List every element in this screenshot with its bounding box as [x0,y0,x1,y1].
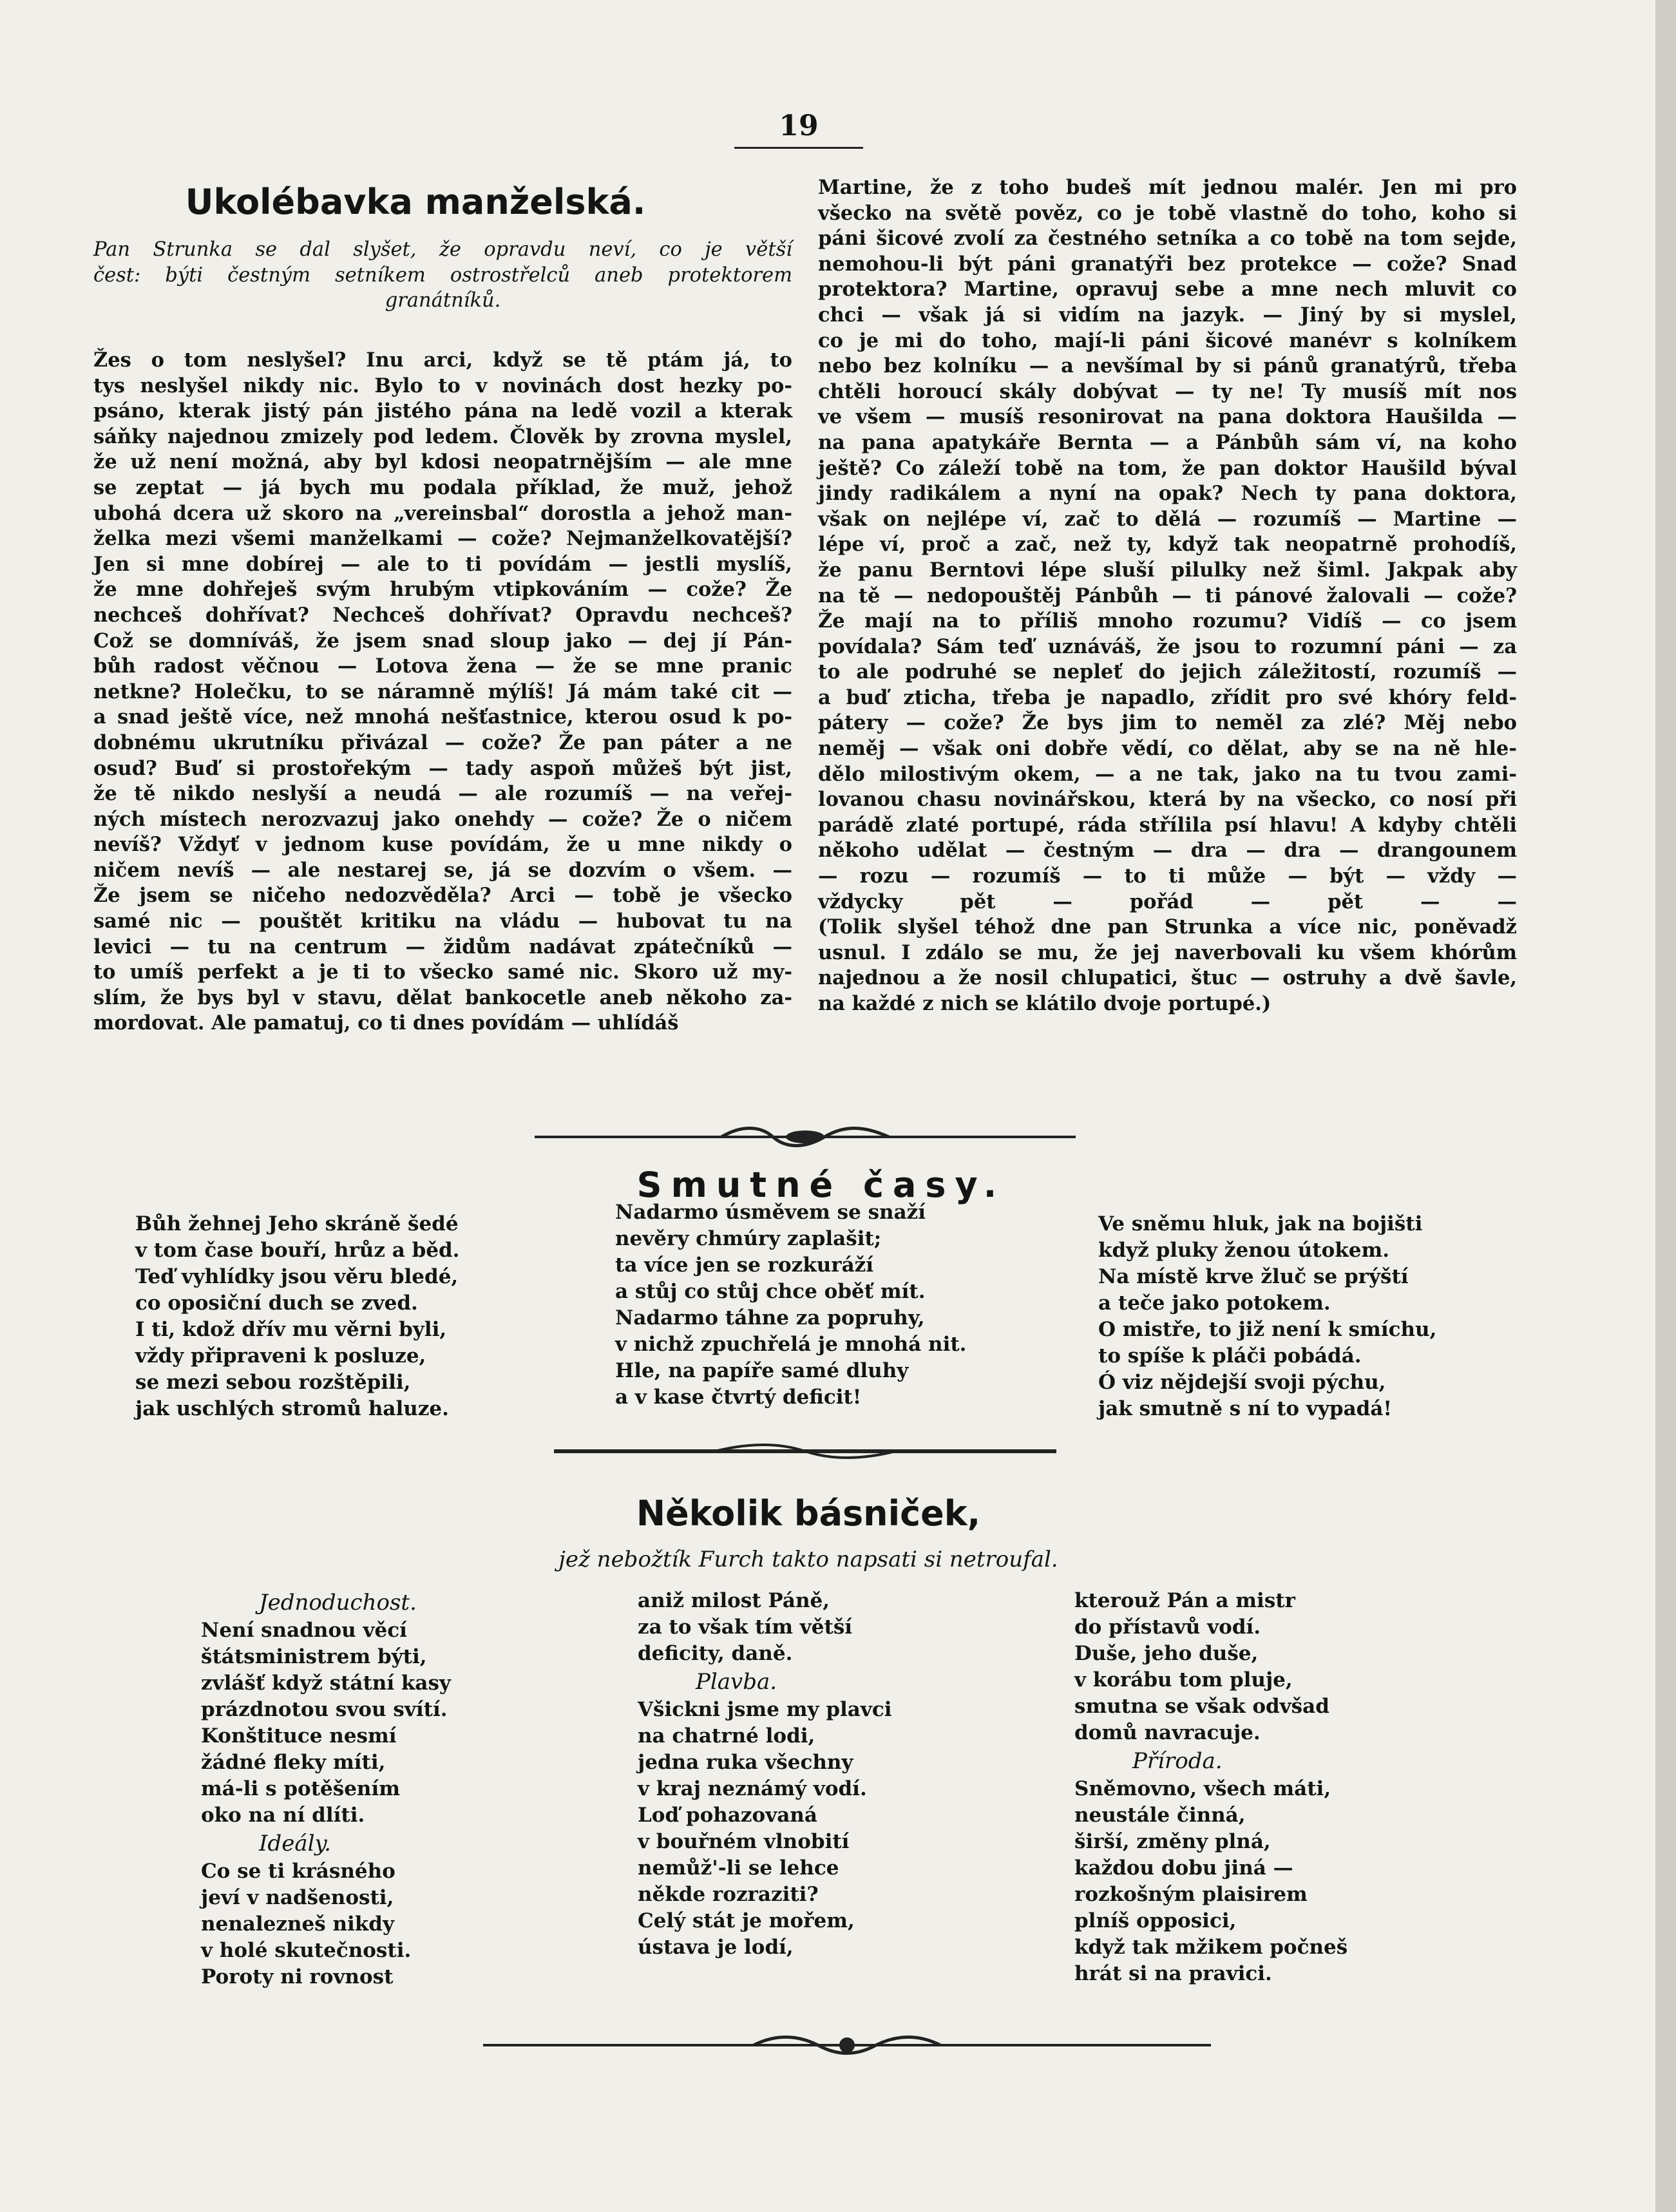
text-line: tys neslyšel nikdy nic. Bylo to v novinách dost hezky po- [93,374,792,397]
article-left-column [93,348,792,1036]
text-line: pátery — cože? Že bys jim to neměl za zlé? Měj nebo [818,711,1517,735]
text-line: Jen si mne dobírej — ale to ti povídám — jestli myslíš, [93,552,792,576]
poem-line: když pluky ženou útokem. [1098,1239,1390,1262]
text-line: lépe ví, proč a zač, než ty, když tak neopatrně prohodíš, [818,533,1517,557]
poem-line: plníš opposici, [1074,1909,1237,1932]
poem-line: Všickni jsme my plavci [638,1698,892,1721]
text-line: na tě — nedopouštěj Pánbůh — ti pánové žalovali — cože? [818,584,1517,607]
text-line: netkne? Holečku, to se náramně mýlíš! Já mám také cit — [93,680,792,703]
poem-title: Ideály. [259,1831,331,1856]
poem-line: zvlášť když státní kasy [201,1672,451,1695]
poem-line: nemůž'-li se lehce [638,1856,839,1880]
article-title-nekolik-basnicek: Několik básniček, [636,1493,981,1534]
text-line: protektora? Martine, opravuj sebe a mne nech mluvit co [818,278,1517,301]
poem-line: ústava je lodí, [638,1936,794,1959]
text-line: nechceš dohřívat? Nechceš dohřívat? Opravdu nechceš? [93,603,792,627]
text-line: osud? Buď si prostořekým — tady aspoň můžeš být jist, [93,756,792,780]
text-line: jindy radikálem a nyní na opak? Nech ty pana doktora, [818,482,1517,506]
text-line: psáno, kterak jistý pán jistého pána na ledě vozil a kterak [93,399,792,423]
poem-line: v holé skutečnosti. [201,1939,412,1962]
text-line: sáňky najednou zmizely pod ledem. Člověk by zrovna myslel, [93,424,792,448]
text-line: a buď zticha, třeba je napadlo, zřídit pro své khóry feld- [818,685,1517,709]
article-right-column [818,175,1517,1017]
poem-title: Plavba. [696,1669,777,1695]
poem-stanza-1 [135,1211,459,1422]
text-line: želka mezi všemi manželkami — cože? Nejmanželkovatější? [93,527,792,551]
poem-line: jedna ruka všechny [638,1751,853,1774]
poem-line: co oposiční duch se zved. [135,1292,418,1315]
poem-line: a v kase čtvrtý deficit! [615,1386,862,1409]
poem-line: v korábu tom pluje, [1074,1668,1293,1692]
poems-column-3 [1074,1588,1347,1987]
text-line: a snad ještě více, než mnohá nešťastnice, kterou osud k po- [93,705,792,729]
text-line: (Tolik slyšel téhož dne pan Strunka a více nic, poněvadž [818,915,1517,939]
poem-line: nevěry chmúry zaplašit; [615,1227,882,1250]
poem-line: Není snadnou věcí [201,1619,407,1642]
poems-column-2 [638,1588,892,1961]
poem-line: deficity, daně. [638,1642,793,1665]
poem-line: aniž milost Páně, [638,1589,830,1612]
poem-line: a teče jako potokem. [1098,1292,1331,1315]
poem-line: Bůh žehnej Jeho skráně šedé [135,1212,459,1235]
poem-stanza-3 [1098,1211,1436,1422]
poem-line: prázdnotou svou svítí. [201,1698,448,1721]
poems-column-1 [201,1588,451,1990]
text-line: ještě? Co záleží tobě na tom, že pan doktor Haušild býval [818,456,1517,480]
text-line: bůh radost věčnou — Lotova žena — že se mne pranic [93,654,792,678]
ornament-divider [483,2029,1211,2061]
text-line: Což se domníváš, že jsem snad sloup jako — dej jí Pán- [93,629,792,653]
text-line: páni šicové zvolí za čestného setníka a co tobě na tom sejde, [818,227,1517,251]
text-line: dobnému ukrutníku přivázal — cože? Že pan páter a ne [93,730,792,754]
page-number: 19 [779,110,819,142]
text-line: nevíš? Vždyť v jednom kuse povídám, že u mne nikdy o [93,833,792,857]
text-line: parádě zlaté portupé, ráda střílila psí hlavu! A kdyby chtěli [818,813,1517,837]
poem-line: má-li s potěšením [201,1777,401,1800]
poem-line: Nadarmo úsměvem se snaží [615,1201,926,1224]
text-line: všecko na světě pověz, co je tobě vlastně do toho, koho si [818,201,1517,225]
text-line: dělo milostivým okem, — a ne tak, jako na tu tvou zami- [818,762,1517,786]
text-line: to ale podruhé se nepleť do jejich záležitostí, rozumíš — [818,660,1517,684]
text-line: že mne dohřeješ svým hrubým vtipkováním — cože? Že [93,578,792,602]
text-line: levici — tu na centrum — židům nadávat zpátečníků — [93,935,792,958]
poem-line: kterouž Pán a mistr [1074,1589,1295,1612]
poem-title: Příroda. [1132,1748,1223,1774]
poem-line: širší, změny plná, [1074,1830,1271,1853]
poem-line: v tom čase bouří, hrůz a běd. [135,1239,460,1262]
poem-line: oko na ní dlíti. [201,1804,365,1827]
intro-line: čest: býti čestným setníkem ostrostřelců aneb protektorem [93,263,792,287]
text-line: lovanou chasu novinářskou, která by na všecko, co nosí při [818,788,1517,812]
poem-line: v nichž zpuchřelá je mnohá nit. [615,1333,967,1356]
poem-line: Co se ti krásného [201,1860,395,1883]
text-line: neměj — však oni dobře vědí, co dělat, aby se na ně hle- [818,737,1517,761]
poem-line: na chatrné lodi, [638,1724,815,1748]
text-line: Že mají na to příliš mnoho rozumu? Vidíš — co jsem [818,609,1517,633]
poem-line: vždy připraveni k posluze, [135,1344,426,1368]
poem-line: štátsministrem býti, [201,1645,427,1668]
article-subtitle: jež nebožtík Furch takto napsati si netroufal. [558,1547,1058,1572]
poem-line: Loď pohazovaná [638,1804,817,1827]
poem-line: Hle, na papíře samé dluhy [615,1359,909,1382]
poem-line: jeví v nadšenosti, [201,1886,394,1909]
poem-line: jak uschlých stromů haluze. [135,1397,449,1420]
text-line: Žes o tom neslyšel? Inu arci, když se tě ptám já, to [93,348,792,372]
text-line: že panu Berntovi lépe sluší pilulky než šiml. Jakpak aby [818,558,1517,582]
text-line: na každé z nich se klátilo dvoje portupé.) [818,992,1271,1015]
poem-line: žádné fleky míti, [201,1751,386,1774]
poem-line: za to však tím větší [638,1616,853,1639]
poem-line: smutna se však odvšad [1074,1695,1329,1718]
poem-line: v bouřném vlnobití [638,1830,850,1853]
text-line: mordovat. Ale pamatuj, co ti dnes povídám — uhlídáš [93,1011,679,1035]
poem-line: Teď vyhlídky jsou věru bledé, [135,1265,459,1288]
ornament-divider [554,1442,1056,1461]
text-line: ubohá dcera už skoro na „vereinsbal“ dorostla a jehož man- [93,501,792,525]
poem-line: I ti, kdož dřív mu věrni byli, [135,1318,447,1341]
poem-title: Jednoduchost. [259,1590,417,1616]
intro-line: Pan Strunka se dal slyšet, že opravdu neví, co je větší [93,238,792,261]
text-line: co je mi do toho, mají-li páni šicové manévr s kolníkem [818,329,1517,352]
poem-line: hrát si na pravici. [1074,1962,1272,1985]
text-line: chtěli horoucí skály dobývat — ty ne! Ty musíš mít nos [818,379,1517,403]
poem-line: Ve sněmu hluk, jak na bojišti [1098,1212,1423,1235]
poem-line: neustále činná, [1074,1804,1246,1827]
ornament-divider [528,1124,1082,1150]
text-line: povídala? Sám teď uznáváš, že jsou to rozumní páni — za [818,634,1517,658]
text-line: že tě nikdo neslyší a neudá — ale rozumíš — na veřej- [93,782,792,806]
poem-line: Nadarmo táhne za popruhy, [615,1306,925,1330]
poem-line: nenalezneš nikdy [201,1912,394,1936]
text-line: Martine, že z toho budeš mít jednou malér. Jen mi pro [818,176,1517,199]
page-edge [1655,0,1676,2212]
poem-line: se mezi sebou rozštěpili, [135,1371,411,1394]
text-line: se zeptat — já bych mu podala příklad, že muž, jehož [93,475,792,499]
poem-line: O mistře, to již není k smíchu, [1098,1318,1437,1341]
text-line: ve všem — musíš resonirovat na pana doktora Haušilda — [818,405,1517,429]
text-line: samé nic — pouštět kritiku na vládu — hubovat tu na [93,910,792,933]
poem-line: Konštituce nesmí [201,1724,397,1748]
poem-line: každou dobu jiná — [1074,1856,1293,1880]
text-line: usnul. I zdálo se mu, že jej naverbovali ku všem khórům [818,940,1517,964]
poem-line: když tak mžikem počneš [1074,1936,1348,1959]
text-line: někoho udělat — čestným — dra — dra — drangounem [818,839,1517,863]
poem-line: ta více jen se rozkuráží [615,1254,874,1277]
text-line: však on nejlépe ví, zač to dělá — rozumíš — Martine — [818,507,1517,531]
poem-line: v kraj neznámý vodí. [638,1777,867,1800]
poem-line: to spíše k pláči pobádá. [1098,1344,1362,1368]
poem-line: někde rozraziti? [638,1883,819,1906]
poem-line: jak smutně s ní to vypadá! [1098,1397,1393,1420]
text-line: Že jsem se ničeho nedozvěděla? Arci — tobě je všecko [93,884,792,908]
poem-line: Poroty ni rovnost [201,1965,394,1988]
page-number-rule [734,147,863,149]
poem-line: Na místě krve žluč se prýští [1098,1265,1409,1288]
text-line: nemohou-li být páni granatýři bez protekce — cože? Snad [818,252,1517,276]
poem-line: Sněmovno, všech máti, [1074,1777,1331,1800]
text-line: vždycky pět — pořád — pět — — [818,890,1517,913]
article-title-smutne-casy: Smutné časy. [636,1165,1006,1205]
poem-stanza-2 [615,1199,966,1411]
text-line: chci — však já si vidím na jazyk. — Jiný by si myslel, [818,303,1517,327]
poem-line: Ó viz nějdejší svoji pýchu, [1098,1371,1386,1394]
poem-line: Duše, jeho duše, [1074,1642,1259,1665]
text-line: — rozu — rozumíš — to ti může — být — vždy — [818,864,1517,888]
text-line: nebo bez kolníku — a nevšímal by si pánů granatýrů, třeba [818,354,1517,378]
poem-line: a stůj co stůj chce oběť mít. [615,1280,926,1303]
text-line: slím, že bys byl v stavu, dělat bankocetle aneb někoho za- [93,986,792,1009]
intro-line: granátníků. [385,289,501,312]
text-line: ných místech nerozvazuj jako onehdy — cože? Že o ničem [93,807,792,831]
poem-line: domů navracuje. [1074,1721,1261,1744]
poem-line: do přístavů vodí. [1074,1616,1261,1639]
article-title-ukolebavka: Ukolébavka manželská. [185,182,646,222]
text-line: na pana apatykáře Bernta — a Pánbůh sám ví, na koho [818,430,1517,454]
text-line: že už není možná, aby byl kdosi neopatrnějším — ale mne [93,450,792,474]
text-line: najednou a že nosil chlupatici, štuc — ostruhy a dvě šavle, [818,966,1517,990]
poem-line: Celý stát je mořem, [638,1909,855,1932]
article-intro [93,237,792,314]
text-line: to umíš perfekt a je ti to všecko samé nic. Skoro už my- [93,960,792,984]
poem-line: rozkošným plaisirem [1074,1883,1308,1906]
text-line: ničem nevíš — ale nestarej se, já se dozvím o všem. — [93,858,792,882]
